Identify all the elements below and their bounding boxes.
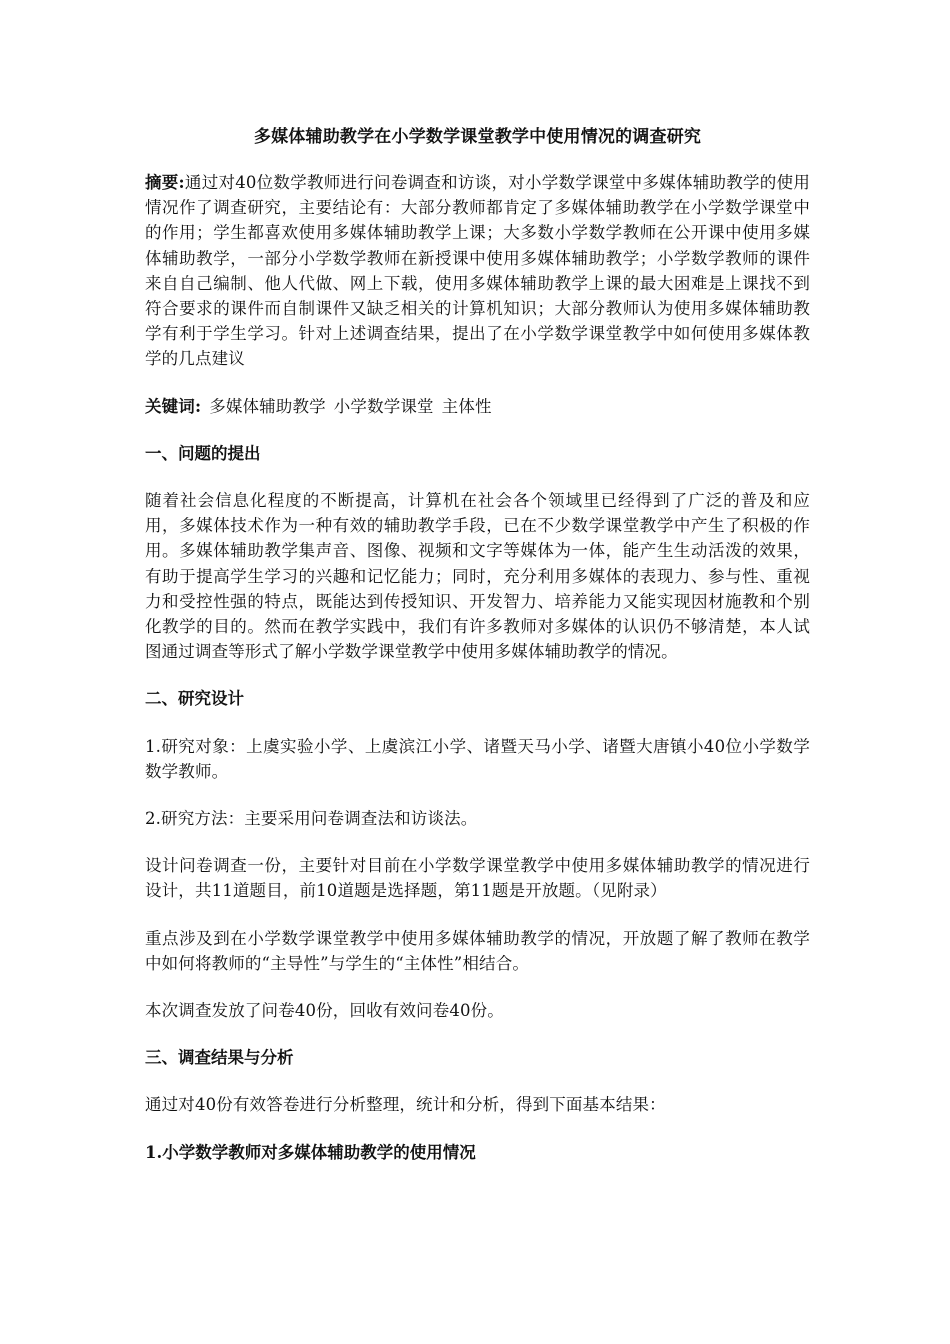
section-heading-2: 二、研究设计 bbox=[145, 689, 244, 709]
keywords-label: 关键词: bbox=[145, 396, 202, 416]
results-intro-paragraph: 通过对40份有效答卷进行分析整理，统计和分析，得到下面基本结果： bbox=[145, 1095, 666, 1115]
abstract-label: 摘要: bbox=[145, 173, 185, 192]
survey-distribution-paragraph: 本次调查发放了问卷40份，回收有效问卷40份。 bbox=[145, 1001, 504, 1021]
questionnaire-design-paragraph: 设计问卷调查一份，主要针对目前在小学数学课堂教学中使用多媒体辅助教学的情况进行设计，共11道题目，前10道题是选择题，第11题是开放题。（见附录） bbox=[145, 856, 810, 901]
research-method-item: 2.研究方法：主要采用问卷调查法和访谈法。 bbox=[145, 809, 478, 829]
keyword-item: 多媒体辅助教学 bbox=[209, 396, 326, 416]
results-subheading: 1.小学数学教师对多媒体辅助教学的使用情况 bbox=[145, 1142, 476, 1162]
document-body bbox=[145, 124, 810, 1187]
document-title: 多媒体辅助教学在小学数学课堂教学中使用情况的调查研究 bbox=[253, 127, 702, 147]
section-heading-3: 三、调查结果与分析 bbox=[145, 1048, 294, 1068]
keyword-item: 小学数学课堂 bbox=[333, 396, 434, 416]
survey-focus-paragraph: 重点涉及到在小学数学课堂教学中使用多媒体辅助教学的情况，开放题了解了教师在教学中如何将教师的“主导性”与学生的“主体性”相结合。 bbox=[145, 928, 810, 973]
abstract-paragraph bbox=[145, 170, 810, 372]
research-object-item: 1.研究对象：上虞实验小学、上虞滨江小学、诸暨天马小学、诸暨大唐镇小40位小学数学数学教师。 bbox=[145, 736, 810, 781]
keyword-item: 主体性 bbox=[441, 396, 492, 416]
abstract-text: 通过对40位数学教师进行问卷调查和访谈，对小学数学课堂中多媒体辅助教学的使用情况作了调查研究，主要结论有：大部分教师都肯定了多媒体辅助教学在小学数学课堂中的作用；学生都喜欢使用多媒体辅助教学上课；大多数小学数学教师在公开课中使用多媒体辅助教学，一部分小学数学教师在新授课中使用多媒体辅助教学；小学数学教师的课件来自自己编制、他人代做、网上下载，使用多媒体辅助教学上课的最大困难是上课找不到符合要求的课件而自制课件又缺乏相关的计算机知识；大部分教师认为使用多媒体辅助教学有利于学生学习。针对上述调查结果，提出了在小学数学课堂教学中如何使用多媒体教学的几点建议 bbox=[145, 173, 810, 369]
keywords-line bbox=[145, 394, 810, 419]
section1-paragraph: 随着社会信息化程度的不断提高，计算机在社会各个领域里已经得到了广泛的普及和应用，多媒体技术作为一种有效的辅助教学手段，已在不少数学课堂教学中产生了积极的作用。多媒体辅助教学集声音、图像、视频和文字等媒体为一体，能产生生动活泼的效果，有助于提高学生学习的兴趣和记忆能力；同时，充分利用多媒体的表现力、参与性、重视力和受控性强的特点，既能达到传授知识、开发智力、培养能力又能实现因材施教和个别化教学的目的。然而在教学实践中，我们有许多教师对多媒体的认识仍不够清楚，本人试图通过调查等形式了解小学数学课堂教学中使用多媒体辅助教学的情况。 bbox=[145, 491, 810, 662]
section-heading-1: 一、问题的提出 bbox=[145, 443, 261, 463]
